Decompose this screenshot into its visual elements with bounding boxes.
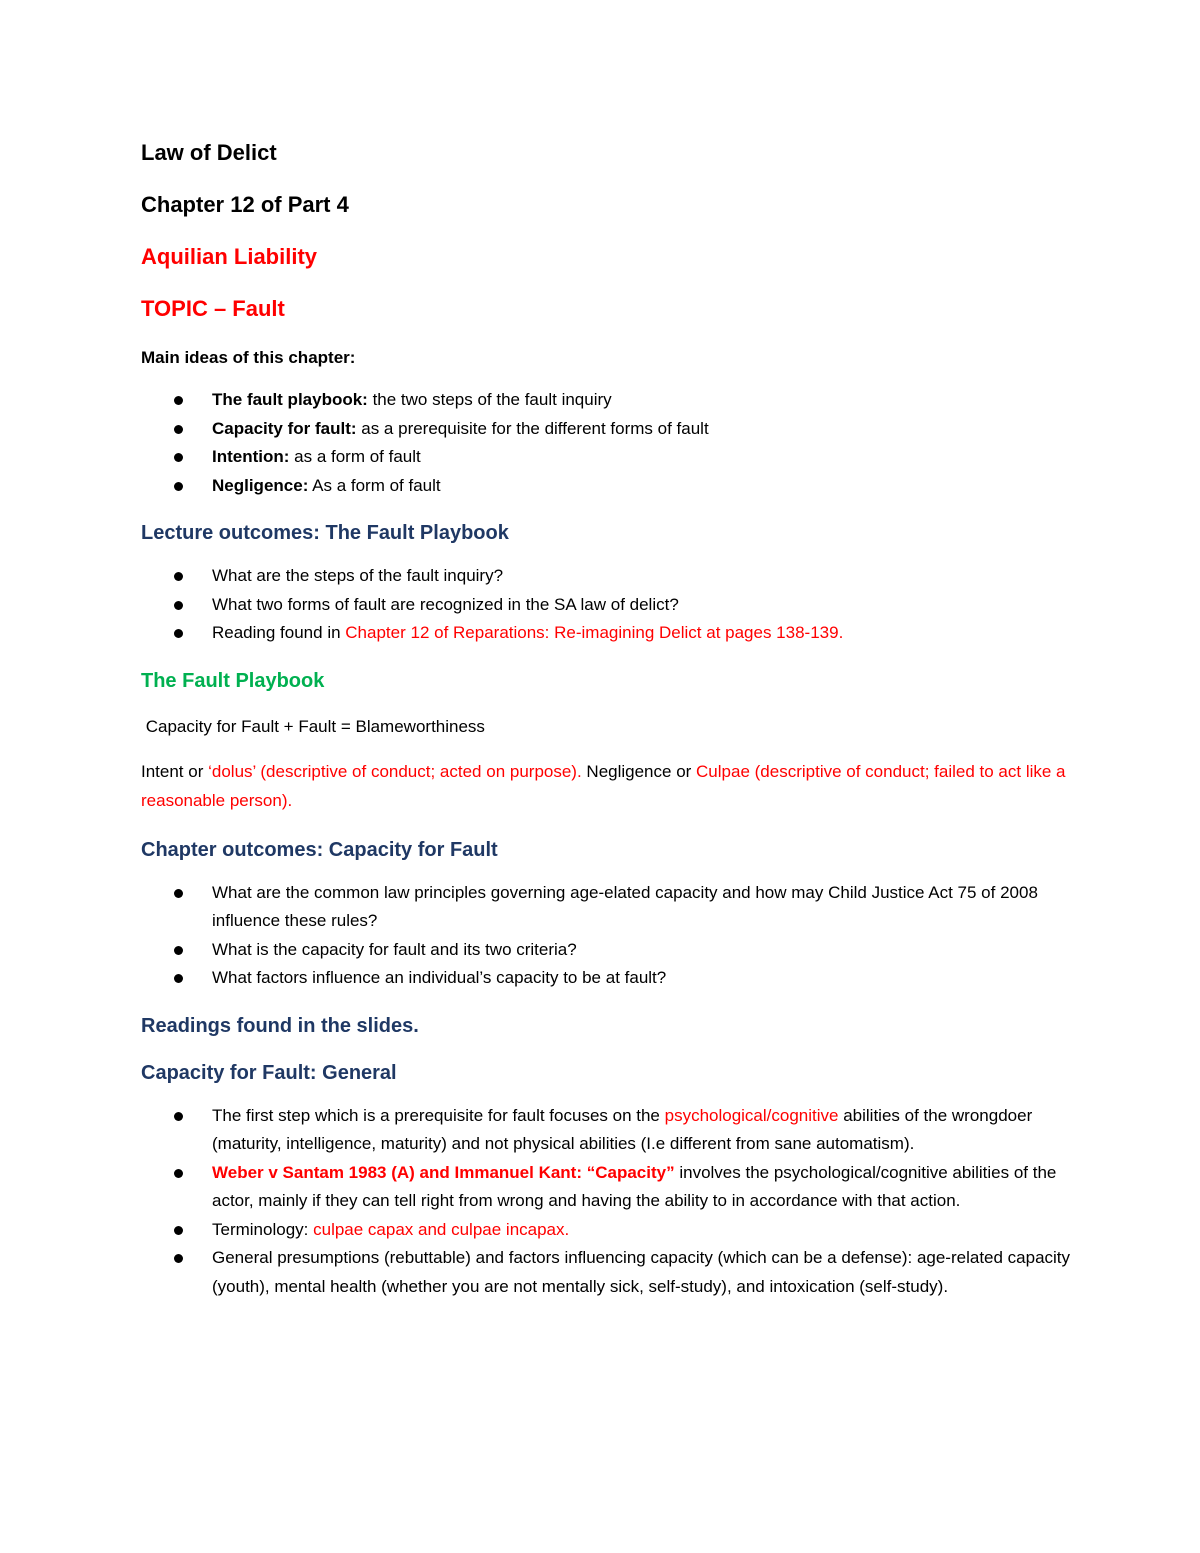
bullet-icon (174, 453, 183, 462)
list-item: What factors influence an individual’s capacity to be at fault? (141, 964, 1071, 993)
list-item: The fault playbook: the two steps of the fault inquiry (141, 386, 1071, 415)
list-item: Reading found in Chapter 12 of Reparations: Re-imagining Delict at pages 138-139. (141, 619, 1071, 648)
chapter-heading: Chapter 12 of Part 4 (141, 192, 349, 217)
bullet-icon (174, 396, 183, 405)
bullet-icon (174, 482, 183, 491)
readings-note: Readings found in the slides. (141, 1014, 419, 1037)
list-item: Capacity for fault: as a prerequisite for the different forms of fault (141, 415, 1071, 444)
document-title: Law of Delict (141, 140, 277, 165)
topic-heading: TOPIC – Fault (141, 296, 285, 321)
dolus-definition: ‘dolus’ (descriptive of conduct; acted on purpose). (208, 761, 582, 781)
list-item: What are the common law principles governing age-elated capacity and how may Child Justice Act 75 of 2008 influence these rules? (141, 879, 1071, 936)
lecture-outcomes-heading: Lecture outcomes: The Fault Playbook (141, 522, 509, 544)
bullet-icon (174, 974, 183, 983)
main-ideas-list (141, 386, 1071, 500)
capacity-general-heading: Capacity for Fault: General (141, 1061, 397, 1084)
chapter-outcomes-heading: Chapter outcomes: Capacity for Fault (141, 838, 498, 861)
reading-reference: Chapter 12 of Reparations: Re-imagining Delict at pages 138-139. (345, 623, 844, 642)
capacity-general-list (141, 1102, 1071, 1302)
bullet-icon (174, 889, 183, 898)
list-item: The first step which is a prerequisite for fault focuses on the psychological/cognitive abilities of the wrongdoer (maturity, intelligence, maturity) and not physical abilities (I.e different from sane automatism). (141, 1102, 1071, 1159)
bullet-icon (174, 425, 183, 434)
list-item: Negligence: As a form of fault (141, 472, 1071, 501)
fault-forms-paragraph: Intent or ‘dolus’ (descriptive of conduct; acted on purpose). Negligence or Culpae (descriptive of conduct; failed to act like a reasonable person). (141, 761, 1066, 810)
subject-heading: Aquilian Liability (141, 244, 318, 269)
bullet-icon (174, 1169, 183, 1178)
chapter-outcomes-list (141, 879, 1071, 993)
bullet-icon (174, 1226, 183, 1235)
list-item: Terminology: culpae capax and culpae incapax. (141, 1216, 1071, 1245)
document-page (141, 138, 1071, 1301)
list-item: What are the steps of the fault inquiry? (141, 562, 1071, 591)
bullet-icon (174, 1112, 183, 1121)
list-item: General presumptions (rebuttable) and factors influencing capacity (which can be a defense): age-related capacity (youth), mental health (whether you are not mentally sick, self-study), and intoxication (self-study). (141, 1244, 1071, 1301)
bullet-icon (174, 629, 183, 638)
list-item: What is the capacity for fault and its two criteria? (141, 936, 1071, 965)
bullet-icon (174, 1254, 183, 1263)
bullet-icon (174, 601, 183, 610)
fault-playbook-heading: The Fault Playbook (141, 669, 325, 692)
culpae-definition: Culpae (descriptive of conduct; failed to act like a reasonable person). (141, 761, 1066, 810)
terminology-terms: culpae capax and culpae incapax. (313, 1219, 570, 1239)
list-item: Intention: as a form of fault (141, 443, 1071, 472)
case-citation: Weber v Santam 1983 (A) and Immanuel Kant: “Capacity” (212, 1162, 675, 1182)
list-item: Weber v Santam 1983 (A) and Immanuel Kant: “Capacity” involves the psychological/cognitive abilities of the actor, mainly if they can tell right from wrong and having the ability to in accordance with that action. (141, 1159, 1071, 1216)
list-item: What two forms of fault are recognized in the SA law of delict? (141, 591, 1071, 620)
bullet-icon (174, 572, 183, 581)
main-ideas-heading: Main ideas of this chapter: (141, 348, 356, 367)
fault-formula: Capacity for Fault + Fault = Blameworthiness (141, 716, 485, 736)
bullet-icon (174, 946, 183, 955)
lecture-outcomes-list (141, 562, 1071, 648)
